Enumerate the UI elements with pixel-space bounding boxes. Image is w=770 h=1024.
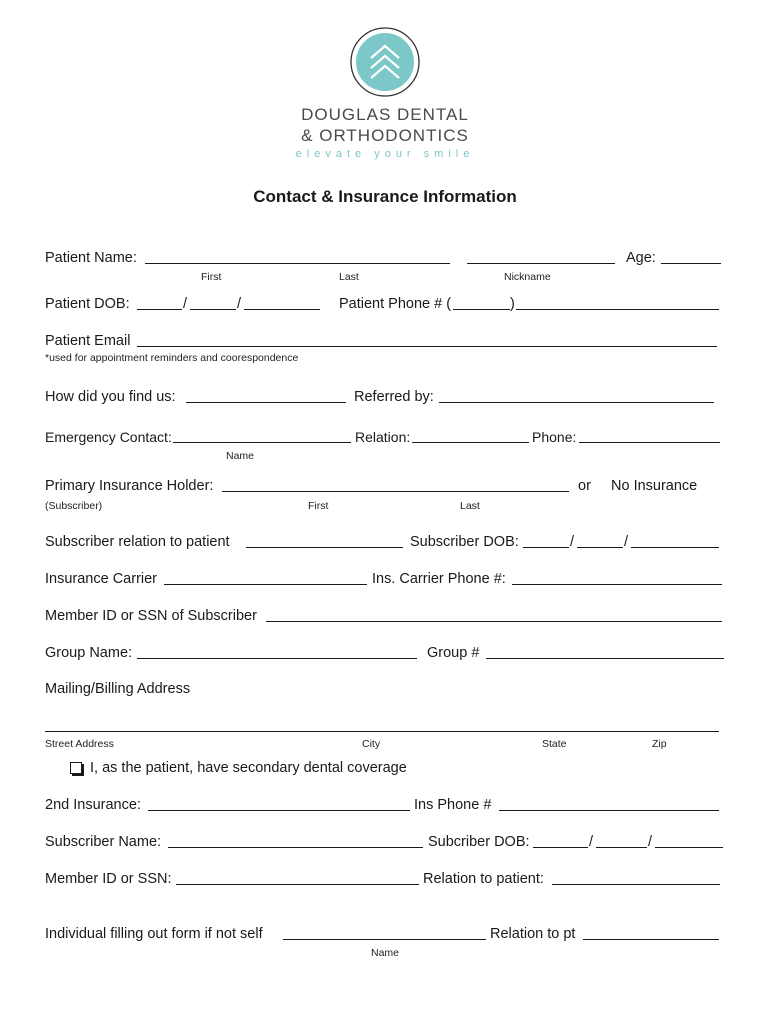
subscriber-dob-year-input[interactable] xyxy=(631,547,719,548)
age-input[interactable] xyxy=(661,263,721,264)
subcriber-dob-label: Subcriber DOB: xyxy=(428,834,530,850)
subscriber-relation-input[interactable] xyxy=(246,547,403,548)
patient-dob-year-input[interactable] xyxy=(244,309,320,310)
subscriber-relation-label: Subscriber relation to patient xyxy=(45,534,230,550)
how-find-label: How did you find us: xyxy=(45,389,176,405)
patient-phone-input[interactable] xyxy=(516,309,719,310)
subscriber-dob-month-input[interactable] xyxy=(523,547,569,548)
patient-dob-month-input[interactable] xyxy=(137,309,182,310)
dob-slash: / xyxy=(589,834,594,850)
age-label: Age: xyxy=(626,250,656,266)
group-number-label: Group # xyxy=(427,645,480,661)
relation-to-patient-input[interactable] xyxy=(552,884,720,885)
secondary-coverage-checkbox[interactable] xyxy=(70,762,82,774)
patient-dob-day-input[interactable] xyxy=(190,309,236,310)
no-insurance-option[interactable]: No Insurance xyxy=(611,478,698,494)
relation-to-pt-label: Relation to pt xyxy=(490,926,576,942)
member-id-input[interactable] xyxy=(266,621,722,622)
emergency-contact-input[interactable] xyxy=(173,442,351,443)
secondary-coverage-label: I, as the patient, have secondary dental coverage xyxy=(90,760,407,776)
or-label: or xyxy=(578,478,591,494)
holder-first-caption: First xyxy=(308,500,329,512)
subscriber-dob-day-input[interactable] xyxy=(577,547,623,548)
relation-to-patient-label: Relation to patient: xyxy=(423,871,544,887)
dob-slash: / xyxy=(624,534,629,550)
individual-name-caption: Name xyxy=(371,947,400,959)
subcriber-dob-year-input[interactable] xyxy=(655,847,723,848)
emergency-relation-input[interactable] xyxy=(412,442,529,443)
mailing-address-input[interactable] xyxy=(45,731,719,732)
patient-nickname-caption: Nickname xyxy=(504,271,551,283)
group-name-input[interactable] xyxy=(137,658,417,659)
dob-slash: / xyxy=(648,834,653,850)
patient-name-input[interactable] xyxy=(145,263,450,264)
ins-phone-label: Ins Phone # xyxy=(414,797,492,813)
second-insurance-input[interactable] xyxy=(148,810,410,811)
emergency-relation-label: Relation: xyxy=(355,429,411,445)
zip-caption: Zip xyxy=(652,738,667,750)
second-insurance-label: 2nd Insurance: xyxy=(45,797,141,813)
logo-icon xyxy=(349,26,421,98)
patient-dob-label: Patient DOB: xyxy=(45,296,130,312)
referred-by-input[interactable] xyxy=(439,402,714,403)
brand-name-line2: & ORTHODONTICS xyxy=(301,126,469,145)
emergency-contact-label: Emergency Contact: xyxy=(45,429,172,445)
ins-phone-input[interactable] xyxy=(499,810,719,811)
how-find-input[interactable] xyxy=(186,402,346,403)
patient-name-first-caption: First xyxy=(201,271,222,283)
mailing-address-label: Mailing/Billing Address xyxy=(45,681,191,697)
insurance-carrier-label: Insurance Carrier xyxy=(45,571,158,587)
patient-name-last-caption: Last xyxy=(339,271,359,283)
primary-holder-label: Primary Insurance Holder: xyxy=(45,478,214,494)
ins-carrier-phone-label: Ins. Carrier Phone #: xyxy=(372,571,506,587)
subscriber-dob-label: Subscriber DOB: xyxy=(410,534,519,550)
dob-slash: / xyxy=(237,296,242,312)
patient-email-label: Patient Email xyxy=(45,333,131,349)
subcriber-dob-day-input[interactable] xyxy=(596,847,647,848)
brand-name-line1: DOUGLAS DENTAL xyxy=(301,105,469,124)
patient-nickname-input[interactable] xyxy=(467,263,615,264)
member-id-ssn-input[interactable] xyxy=(176,884,419,885)
subscriber-caption: (Subscriber) xyxy=(45,500,103,512)
dob-slash: / xyxy=(183,296,188,312)
ins-carrier-phone-input[interactable] xyxy=(512,584,722,585)
insurance-carrier-input[interactable] xyxy=(164,584,367,585)
patient-name-label: Patient Name: xyxy=(45,250,137,266)
street-address-caption: Street Address xyxy=(45,738,114,750)
member-id-ssn-label: Member ID or SSN: xyxy=(45,871,172,887)
brand-tagline: elevate your smile xyxy=(295,148,475,160)
emergency-phone-label: Phone: xyxy=(532,429,577,445)
member-id-label: Member ID or SSN of Subscriber xyxy=(45,608,257,624)
city-caption: City xyxy=(362,738,381,750)
referred-by-label: Referred by: xyxy=(354,389,434,405)
group-number-input[interactable] xyxy=(486,658,724,659)
subscriber-name-label: Subscriber Name: xyxy=(45,834,162,850)
primary-holder-input[interactable] xyxy=(222,491,569,492)
subcriber-dob-month-input[interactable] xyxy=(533,847,588,848)
page-title: Contact & Insurance Information xyxy=(253,187,517,206)
dob-slash: / xyxy=(570,534,575,550)
subscriber-name-input[interactable] xyxy=(168,847,423,848)
patient-email-input[interactable] xyxy=(137,346,717,347)
holder-last-caption: Last xyxy=(460,500,480,512)
phone-paren: ) xyxy=(510,296,515,312)
group-name-label: Group Name: xyxy=(45,645,133,661)
relation-to-pt-input[interactable] xyxy=(583,939,719,940)
individual-filling-label: Individual filling out form if not self xyxy=(45,926,263,942)
patient-phone-area-input[interactable] xyxy=(453,309,510,310)
patient-phone-label: Patient Phone # ( xyxy=(339,296,452,312)
emergency-name-caption: Name xyxy=(226,450,255,462)
state-caption: State xyxy=(542,738,567,750)
individual-filling-input[interactable] xyxy=(283,939,486,940)
emergency-phone-input[interactable] xyxy=(579,442,720,443)
email-note: *used for appointment reminders and coorespondence xyxy=(45,352,299,364)
